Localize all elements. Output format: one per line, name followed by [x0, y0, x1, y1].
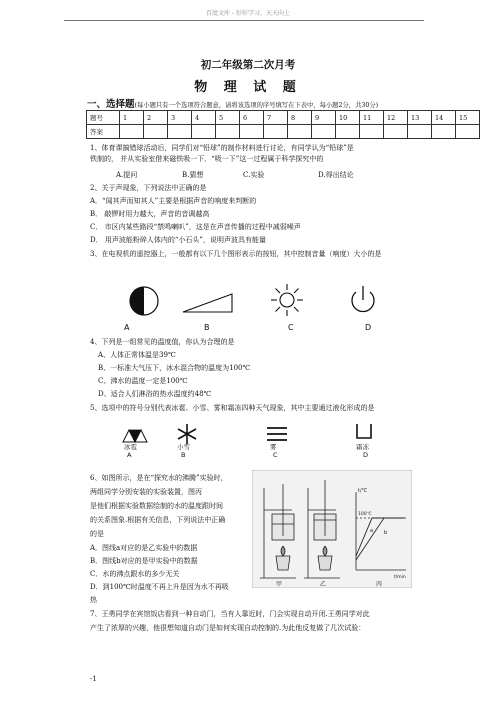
- answer-cell[interactable]: [192, 125, 216, 139]
- q7-line2: 产生了浓厚的兴趣，他很想知道自动门是如何实现自动控制的.为此他反复做了几次试验：: [90, 624, 366, 632]
- answer-cell[interactable]: [432, 125, 456, 139]
- q6-line3: 是他们根据实验数据绘制的水的温度跟时间: [90, 502, 223, 510]
- table-cell: 5: [216, 111, 240, 125]
- q5-name-hail: 冰雹: [124, 443, 137, 451]
- table-cell: 4: [192, 111, 216, 125]
- graph-x-axis-label: t/min: [394, 575, 406, 580]
- answer-cell[interactable]: [456, 125, 480, 139]
- answer-table: [86, 110, 480, 139]
- q1-line1: 1、体育课搞错球活动后，同学们对“铅球”的制作材料进行讨论，有同学认为“铅球”是: [90, 144, 354, 152]
- table-cell: 3: [168, 111, 192, 125]
- exam-title: 初二年级第二次月考: [200, 59, 296, 71]
- answer-cell[interactable]: [264, 125, 288, 139]
- answer-cell[interactable]: [240, 125, 264, 139]
- q6-option-d: D．到100℃时温度不再上升是因为水不再吸: [90, 583, 229, 591]
- table-cell: 2: [144, 111, 168, 125]
- table-row-numbers: [87, 111, 480, 125]
- table-cell: 10: [336, 111, 360, 125]
- answer-cell[interactable]: [120, 125, 144, 139]
- figure-label-bing: 丙: [376, 581, 383, 588]
- figure-label-jia: 甲: [276, 581, 283, 588]
- sun-icon: [271, 284, 303, 316]
- hail-icon: [123, 430, 147, 442]
- q2-option-a: A．“闻其声而知其人”主要是根据声音的响度来判断的: [90, 197, 257, 205]
- power-icon: [352, 286, 374, 311]
- graph-line-b-label: b: [384, 530, 388, 536]
- q5-label-d: D: [363, 451, 369, 459]
- q3-stem: 3、在电视机的遥控器上，一般都有以下几个图形表示的按钮，其中控制音量（响度）大小的是: [90, 250, 382, 258]
- figure-label-yi: 乙: [320, 581, 327, 588]
- table-cell: 1: [120, 111, 144, 125]
- answer-cell[interactable]: [288, 125, 312, 139]
- table-cell: 8: [288, 111, 312, 125]
- q6-option-c: C．水的沸点跟水的多少无关: [90, 570, 180, 578]
- table-cell: 9: [312, 111, 336, 125]
- row-label-answer: 答案: [87, 125, 120, 139]
- answer-cell[interactable]: [144, 125, 168, 139]
- q1-line2: 铁制的， 并从实验室借来磁铁吸一下．“吸一下”这一过程属于科学探究中的: [90, 155, 324, 163]
- header-divider: [64, 20, 424, 21]
- table-cell: 7: [264, 111, 288, 125]
- q5-label-b: B: [181, 451, 186, 459]
- graph-100-label: 100℃: [358, 512, 372, 517]
- q4-option-b: B、一标准大气压下，冰水混合物的温度为100℃: [98, 364, 251, 372]
- q3-label-d: D: [365, 323, 372, 332]
- answer-cell[interactable]: [216, 125, 240, 139]
- exam-subtitle: 物 理 试 题: [194, 80, 302, 95]
- answer-cell[interactable]: [336, 125, 360, 139]
- table-cell: 6: [240, 111, 264, 125]
- q6-line4: 的关系图象.根据有关信息，下列说法中正确: [90, 516, 226, 524]
- table-cell: 11: [360, 111, 384, 125]
- table-cell: 13: [408, 111, 432, 125]
- q4-option-d: D、适合人们淋浴的热水温度约48℃: [98, 390, 212, 398]
- q3-label-b: B: [204, 323, 210, 332]
- q1-option-a: A.提问: [116, 171, 138, 179]
- q5-name-frost: 霜冻: [356, 443, 369, 451]
- graph-line-a-label: a: [370, 528, 374, 534]
- table-cell: 14: [432, 111, 456, 125]
- q3-label-a: A: [124, 323, 130, 332]
- half-circle-icon: [130, 287, 158, 315]
- graph-y-axis-label: t/℃: [358, 488, 368, 494]
- q7-line1: 7、王勇同学在宾馆饭店看到一种自动门，当有人靠近时，门会实现自动开闭.王勇同学对此: [90, 610, 370, 618]
- q6-line2: 两组同学分别安装的实验装置，图丙: [90, 488, 202, 496]
- q4-option-a: A、人体正常体温是39℃: [98, 351, 176, 359]
- fog-icon: [267, 428, 287, 440]
- section-desc: (每小题只有一个选项符合题意，请将该选项的序号填写在下表中，每小题2分，共30分): [134, 102, 379, 109]
- q4-stem: 4、下列是一组常见的温度值，你认为合理的是: [90, 338, 235, 346]
- answer-cell[interactable]: [312, 125, 336, 139]
- q6-line1: 6、如图所示，是在“探究水的沸腾”实验时，: [90, 474, 228, 482]
- q3-button-icons: [120, 280, 420, 330]
- q5-label-a: A: [127, 451, 132, 459]
- section-title: 一、选择题: [87, 99, 135, 110]
- q2-option-d: D． 用声波能粉碎人体内的“小石头”，说明声波具有能量: [90, 236, 266, 244]
- q2-stem: 2、关于声现象，下列说法中正确的是: [90, 184, 207, 192]
- q3-label-c: C: [288, 323, 294, 332]
- q6-experiment-figure: [252, 470, 412, 588]
- q1-option-d: D.得出结论: [318, 171, 354, 179]
- row-label-number: 题号: [87, 111, 120, 125]
- table-cell: 15: [456, 111, 480, 125]
- q6-option-b: B．图线b对应的是甲实验中的数据: [90, 557, 198, 565]
- q6-line5: 的是: [90, 530, 104, 538]
- wedge-volume-icon: [183, 294, 232, 312]
- answer-cell[interactable]: [168, 125, 192, 139]
- q5-name-snow: 小雪: [177, 443, 190, 451]
- q1-option-c: C.实验: [243, 171, 265, 179]
- q5-label-c: C: [273, 451, 278, 459]
- header-note: 百度文库 - 好好学习，天天向上: [206, 10, 290, 17]
- q1-option-b: B.猜想: [182, 171, 204, 179]
- table-row-answers: [87, 125, 480, 139]
- q2-option-b: B． 敲锣时用力越大，声音的音调越高: [90, 210, 210, 218]
- q6-option-a: A．图线a对应的是乙实验中的数据: [90, 544, 198, 552]
- section-heading: [87, 96, 378, 110]
- q5-stem: 5、选项中的符号分别代表冰雹、小雪、雾和霜冻四种天气现象，其中主要通过液化形成的是: [90, 404, 375, 412]
- q2-option-c: C． 市区内某些路段“禁鸣喇叭”，这是在声音传播的过程中减弱噪声: [90, 223, 301, 231]
- q6-option-d-cont: 热: [90, 596, 97, 604]
- q4-option-c: C、沸水的温度一定是100℃: [98, 377, 188, 385]
- snowflake-icon: [178, 424, 196, 444]
- answer-cell[interactable]: [360, 125, 384, 139]
- answer-cell[interactable]: [384, 125, 408, 139]
- frost-icon: [357, 424, 371, 438]
- page-number: -1: [90, 675, 97, 683]
- q5-name-fog: 雾: [270, 443, 277, 451]
- answer-cell[interactable]: [408, 125, 432, 139]
- table-cell: 12: [384, 111, 408, 125]
